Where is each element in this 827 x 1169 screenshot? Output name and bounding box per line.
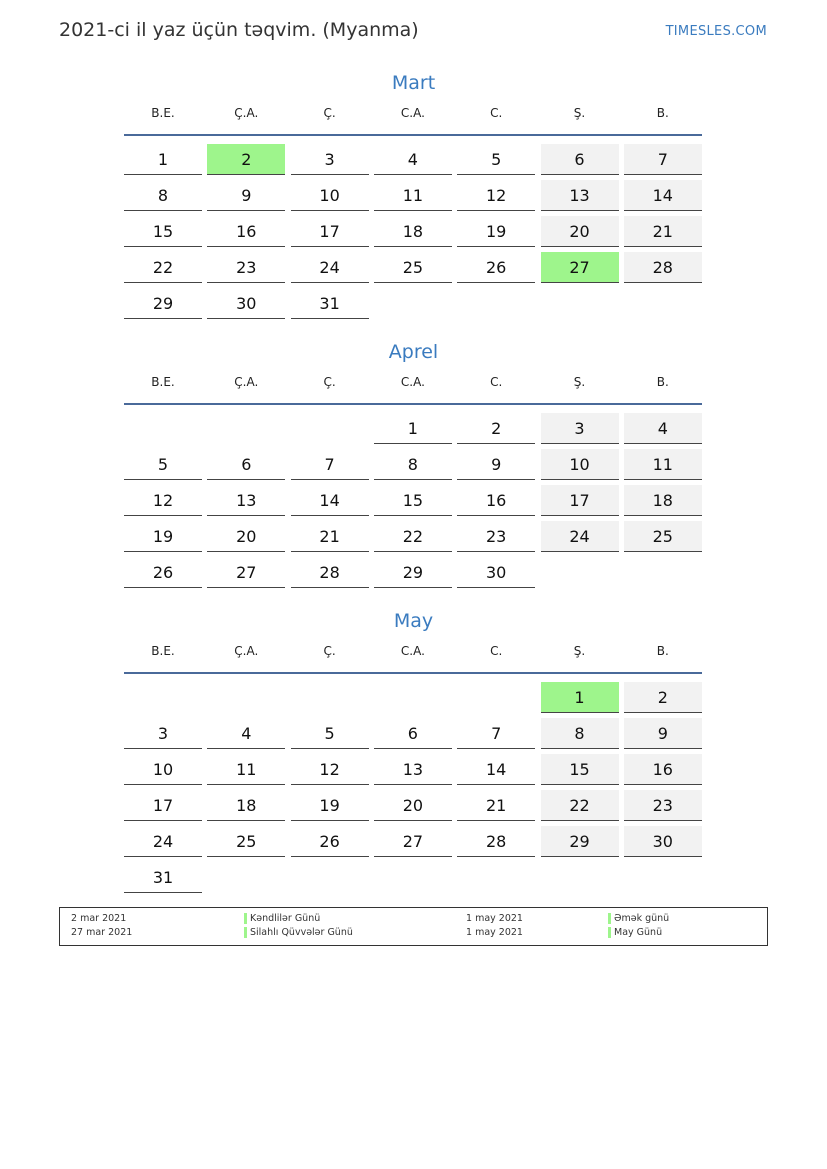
day-cell: 23 [457, 521, 535, 552]
day-cell: 16 [457, 485, 535, 516]
day-cell: 25 [374, 252, 452, 283]
legend-holiday-name: May Günü [608, 926, 662, 939]
day-cell: 24 [124, 826, 202, 857]
day-cell: 11 [624, 449, 702, 480]
legend-row [60, 912, 767, 925]
day-cell: 4 [207, 718, 285, 749]
day-cell: 29 [541, 826, 619, 857]
weekday-label: B.E. [151, 106, 175, 120]
day-cell: 22 [374, 521, 452, 552]
day-cell: 22 [124, 252, 202, 283]
day-cell: 12 [291, 754, 369, 785]
day-cell: 3 [541, 413, 619, 444]
day-cell: 22 [541, 790, 619, 821]
day-cell: 27 [374, 826, 452, 857]
weekday-label: C. [490, 644, 503, 658]
month-block [0, 606, 827, 887]
day-cell: 28 [457, 826, 535, 857]
day-cell: 5 [457, 144, 535, 175]
day-cell: 9 [624, 718, 702, 749]
day-cell: 14 [457, 754, 535, 785]
day-cell: 26 [457, 252, 535, 283]
weekday-label: C.A. [400, 644, 425, 658]
weekday-label: Ş. [573, 644, 586, 658]
day-cell: 15 [124, 216, 202, 247]
day-cell: 21 [624, 216, 702, 247]
day-cell: 9 [207, 180, 285, 211]
day-cell: 2 [624, 682, 702, 713]
month-divider [124, 134, 702, 136]
day-cell: 13 [207, 485, 285, 516]
weekday-label: Ç.A. [234, 375, 259, 389]
day-cell: 25 [207, 826, 285, 857]
day-cell: 24 [291, 252, 369, 283]
day-cell: 31 [291, 288, 369, 319]
month-block [0, 337, 827, 582]
day-cell: 28 [624, 252, 702, 283]
day-cell: 7 [624, 144, 702, 175]
weekday-label: Ç. [323, 106, 336, 120]
day-cell: 8 [124, 180, 202, 211]
weekday-label: B.E. [151, 644, 175, 658]
holiday-day-cell: 2 [207, 144, 285, 175]
holiday-legend [59, 907, 768, 946]
day-cell: 11 [207, 754, 285, 785]
weekday-label: C.A. [400, 375, 425, 389]
day-cell: 17 [124, 790, 202, 821]
day-cell: 9 [457, 449, 535, 480]
day-cell: 24 [541, 521, 619, 552]
day-cell: 23 [624, 790, 702, 821]
month-divider [124, 672, 702, 674]
day-cell: 23 [207, 252, 285, 283]
day-cell: 19 [291, 790, 369, 821]
weekday-label: B.E. [151, 375, 175, 389]
day-cell: 14 [291, 485, 369, 516]
month-title: Aprel [388, 341, 439, 363]
day-cell: 18 [624, 485, 702, 516]
day-cell: 7 [291, 449, 369, 480]
day-cell: 3 [124, 718, 202, 749]
month-title: May [393, 610, 434, 632]
legend-row [60, 926, 767, 939]
day-cell: 1 [374, 413, 452, 444]
day-cell: 2 [457, 413, 535, 444]
day-cell: 3 [291, 144, 369, 175]
holiday-day-cell: 1 [541, 682, 619, 713]
weekday-label: B. [656, 644, 669, 658]
weekday-header [124, 636, 702, 666]
weekday-label: Ç. [323, 375, 336, 389]
month-block [0, 68, 827, 313]
month-title: Mart [391, 72, 436, 94]
day-cell: 12 [124, 485, 202, 516]
day-cell: 13 [541, 180, 619, 211]
day-cell: 29 [124, 288, 202, 319]
weekday-label: B. [656, 106, 669, 120]
day-cell: 11 [374, 180, 452, 211]
weekday-label: C.A. [400, 106, 425, 120]
day-cell: 13 [374, 754, 452, 785]
day-cell: 12 [457, 180, 535, 211]
day-cell: 6 [207, 449, 285, 480]
day-cell: 29 [374, 557, 452, 588]
legend-date: 1 may 2021 [466, 913, 523, 924]
legend-holiday-name: Silahlı Qüvvələr Günü [244, 926, 353, 939]
day-cell: 26 [291, 826, 369, 857]
day-cell: 20 [207, 521, 285, 552]
page-title: 2021-ci il yaz üçün təqvim. (Myanma) [59, 19, 419, 41]
day-cell: 20 [374, 790, 452, 821]
day-cell: 20 [541, 216, 619, 247]
weekday-label: C. [490, 375, 503, 389]
day-cell: 5 [291, 718, 369, 749]
weekday-label: C. [490, 106, 503, 120]
day-cell: 4 [624, 413, 702, 444]
day-cell: 8 [541, 718, 619, 749]
site-link[interactable]: TIMESLES.COM [665, 24, 767, 39]
day-cell: 6 [541, 144, 619, 175]
day-cell: 31 [124, 862, 202, 893]
month-divider [124, 403, 702, 405]
legend-date: 2 mar 2021 [71, 913, 127, 924]
day-cell: 15 [374, 485, 452, 516]
day-cell: 21 [291, 521, 369, 552]
day-cell: 10 [541, 449, 619, 480]
legend-date: 27 mar 2021 [71, 927, 133, 938]
day-cell: 6 [374, 718, 452, 749]
weekday-label: Ş. [573, 375, 586, 389]
day-cell: 30 [624, 826, 702, 857]
day-cell: 4 [374, 144, 452, 175]
day-cell: 27 [207, 557, 285, 588]
day-cell: 15 [541, 754, 619, 785]
day-cell: 18 [374, 216, 452, 247]
weekday-label: Ç.A. [234, 106, 259, 120]
weekday-label: Ç.A. [234, 644, 259, 658]
weekday-header [124, 98, 702, 128]
day-cell: 16 [207, 216, 285, 247]
weekday-label: Ç. [323, 644, 336, 658]
day-cell: 5 [124, 449, 202, 480]
day-cell: 26 [124, 557, 202, 588]
day-cell: 18 [207, 790, 285, 821]
day-cell: 7 [457, 718, 535, 749]
day-cell: 25 [624, 521, 702, 552]
legend-date: 1 may 2021 [466, 927, 523, 938]
holiday-day-cell: 27 [541, 252, 619, 283]
day-cell: 1 [124, 144, 202, 175]
day-cell: 28 [291, 557, 369, 588]
day-cell: 19 [124, 521, 202, 552]
legend-holiday-name: Əmək günü [608, 912, 669, 925]
day-cell: 8 [374, 449, 452, 480]
weekday-header [124, 367, 702, 397]
day-cell: 14 [624, 180, 702, 211]
weekday-label: B. [656, 375, 669, 389]
legend-holiday-name: Kəndlilər Günü [244, 912, 320, 925]
day-cell: 30 [457, 557, 535, 588]
day-cell: 10 [291, 180, 369, 211]
day-cell: 17 [541, 485, 619, 516]
day-cell: 21 [457, 790, 535, 821]
day-cell: 30 [207, 288, 285, 319]
weekday-label: Ş. [573, 106, 586, 120]
day-cell: 16 [624, 754, 702, 785]
day-cell: 10 [124, 754, 202, 785]
day-cell: 17 [291, 216, 369, 247]
day-cell: 19 [457, 216, 535, 247]
